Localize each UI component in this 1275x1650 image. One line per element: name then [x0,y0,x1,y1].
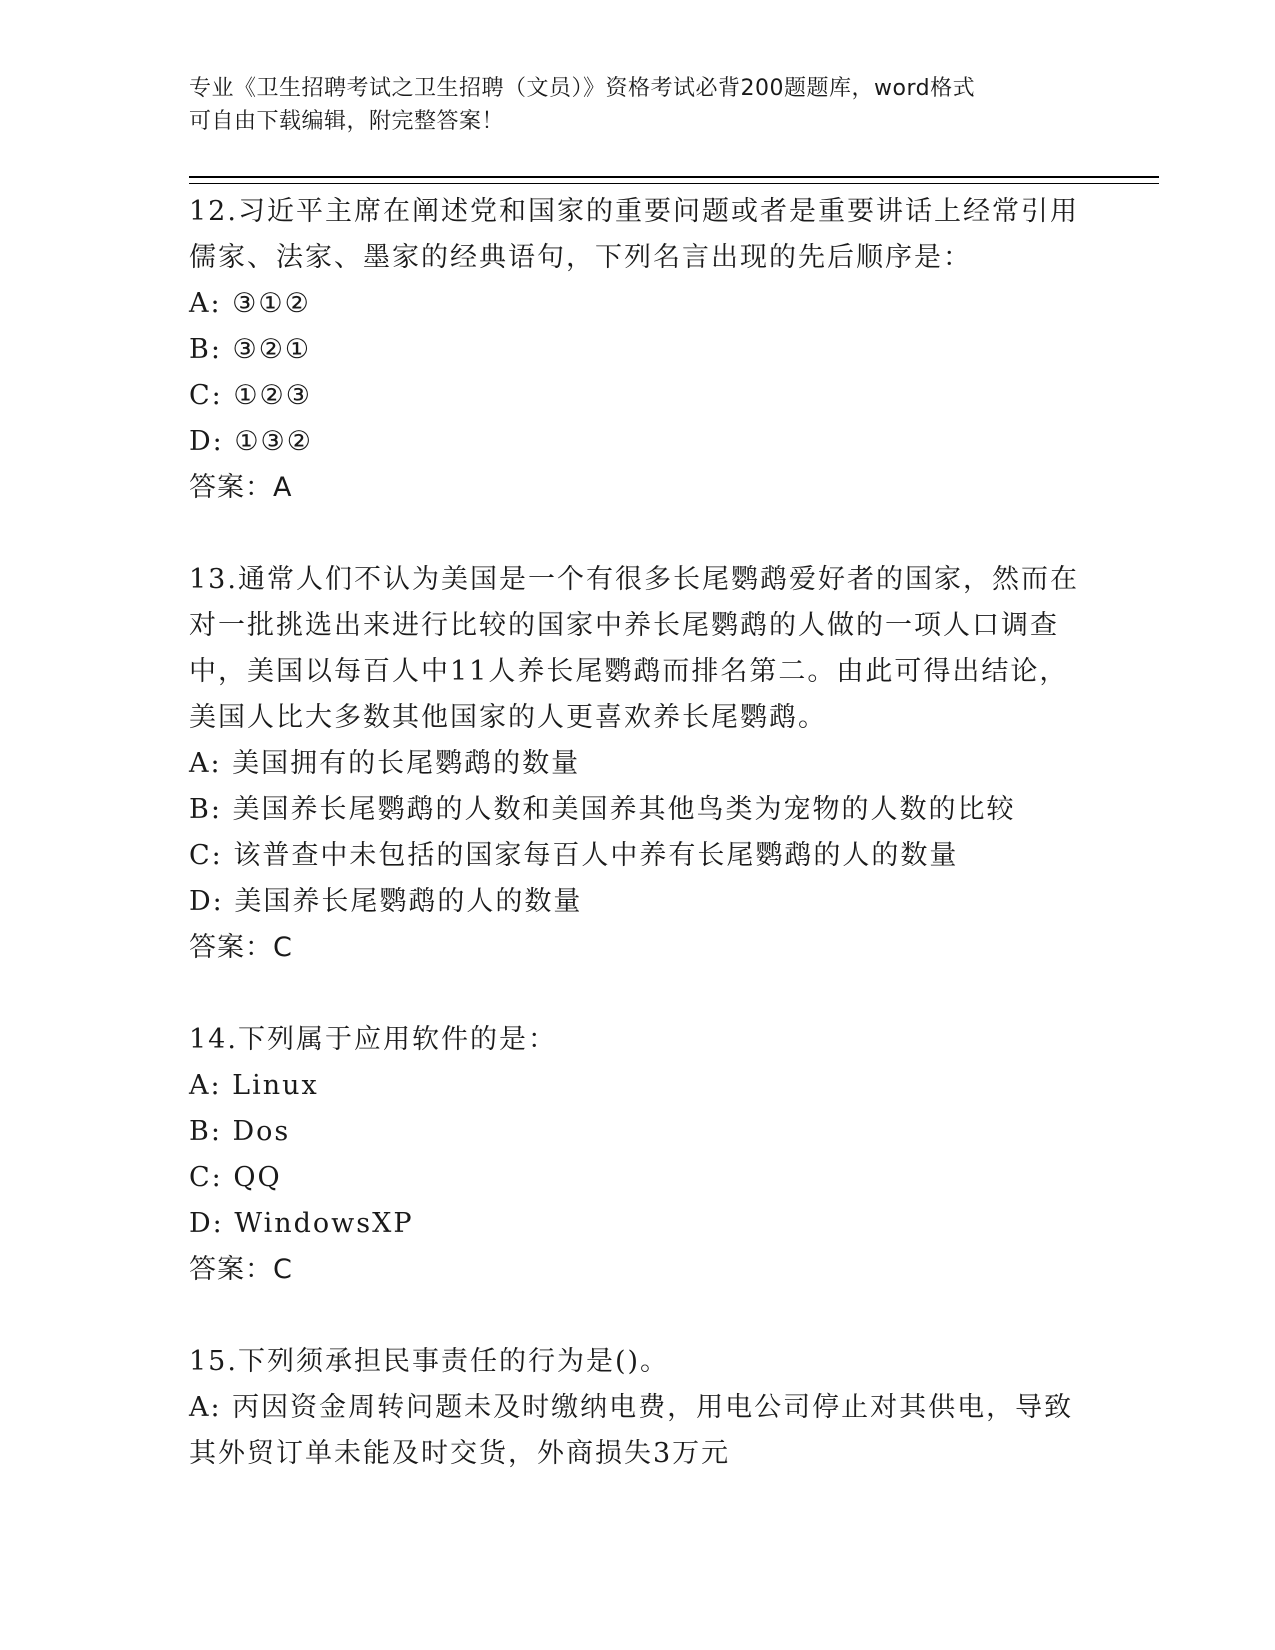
question-spacer [189,1293,1089,1339]
option-b: B: Dos [189,1116,291,1147]
question-15 [189,1339,1089,1477]
option-a: A: Linux [189,1070,319,1101]
question-14 [189,1017,1089,1293]
document-header [189,72,1089,138]
question-stem-line: 14.下列属于应用软件的是： [189,1024,557,1055]
question-stem-line: 中，美国以每百人中11人养长尾鹦鹉而排名第二。由此可得出结论， [189,656,1069,687]
header-line-1: 专业《卫生招聘考试之卫生招聘（文员）》资格考试必背200题题库，word格式 [189,76,976,101]
option-a: A: ③①② [189,288,311,319]
question-stem-line: 12.习近平主席在阐述党和国家的重要问题或者是重要讲话上经常引用 [189,196,1079,227]
option-d: D: 美国养长尾鹦鹉的人的数量 [189,886,583,917]
option-b: B: ③②① [189,334,312,365]
option-b: B: 美国养长尾鹦鹉的人数和美国养其他鸟类为宠物的人数的比较 [189,794,1016,825]
option-c: C: ①②③ [189,380,312,411]
answer-line: 答案：C [189,932,293,963]
header-line-2: 可自由下载编辑，附完整答案！ [189,109,505,134]
header-divider-thick [189,176,1159,178]
question-stem-line: 15.下列须承担民事责任的行为是()。 [189,1346,670,1377]
option-a-continuation: 其外贸订单未能及时交货，外商损失3万元 [189,1438,731,1469]
question-spacer [189,511,1089,557]
option-d: D: ①③② [189,426,313,457]
question-13 [189,557,1089,971]
header-divider-thin [189,183,1159,184]
option-a: A: 美国拥有的长尾鹦鹉的数量 [189,748,581,779]
question-12 [189,189,1089,511]
option-c: C: QQ [189,1162,282,1193]
question-stem-line: 儒家、法家、墨家的经典语句，下列名言出现的先后顺序是： [189,242,972,273]
question-stem-line: 美国人比大多数其他国家的人更喜欢养长尾鹦鹉。 [189,702,827,733]
answer-line: 答案：C [189,1254,293,1285]
option-d: D: WindowsXP [189,1208,414,1239]
option-c: C: 该普查中未包括的国家每百人中养有长尾鹦鹉的人的数量 [189,840,959,871]
question-stem-line: 13.通常人们不认为美国是一个有很多长尾鹦鹉爱好者的国家，然而在 [189,564,1079,595]
answer-line: 答案：A [189,472,293,503]
question-stem-line: 对一批挑选出来进行比较的国家中养长尾鹦鹉的人做的一项人口调查 [189,610,1059,641]
question-list [189,189,1089,1477]
question-spacer [189,971,1089,1017]
option-a: A: 丙因资金周转问题未及时缴纳电费，用电公司停止对其供电，导致 [189,1392,1074,1423]
